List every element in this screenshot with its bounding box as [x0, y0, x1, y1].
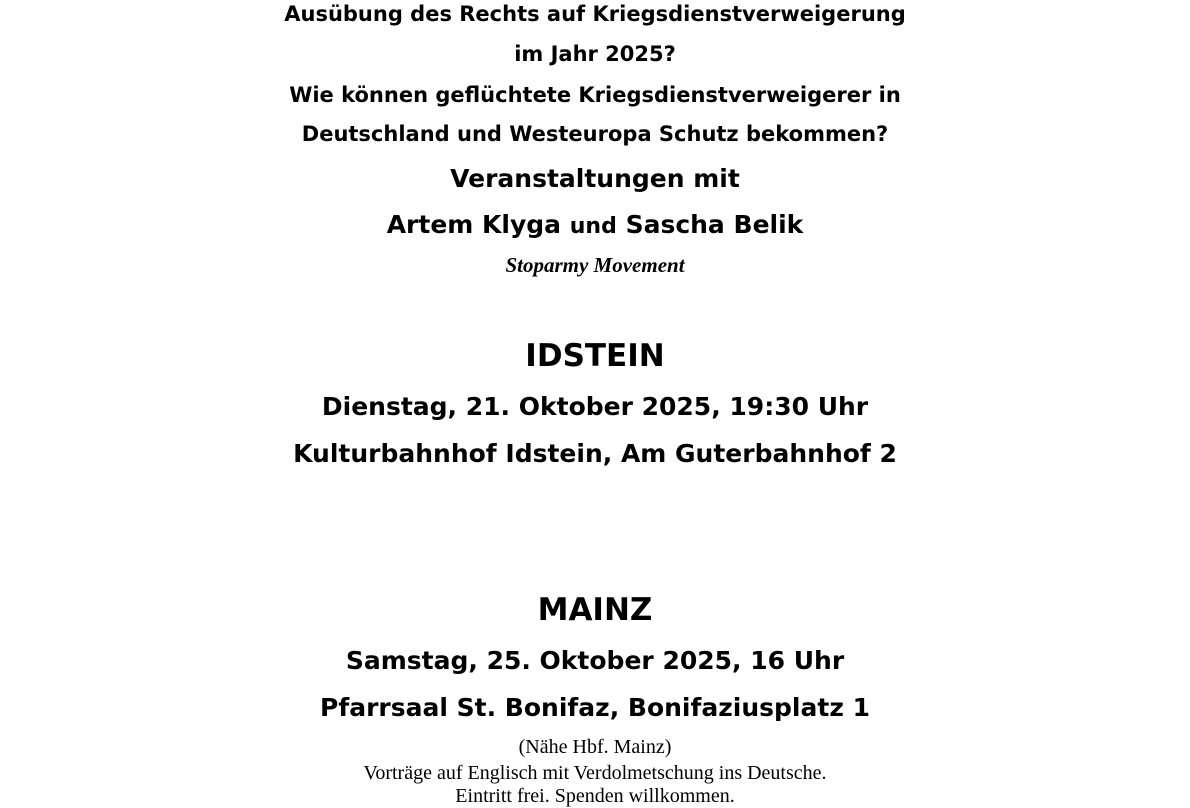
- event-venue-mainz: Pfarrsaal St. Bonifaz, Bonifaziusplatz 1: [320, 693, 870, 722]
- question-line-4: Deutschland und Westeuropa Schutz bekommen?: [301, 122, 889, 146]
- speaker-name-1: Artem Klyga: [386, 210, 562, 239]
- events-heading: Veranstaltungen mit: [450, 164, 740, 193]
- partial-footer-line: Eintritt frei. Spenden willkommen.: [455, 785, 735, 807]
- event-note-mainz: (Nähe Hbf. Mainz): [518, 736, 672, 758]
- event-datetime-mainz: Samstag, 25. Oktober 2025, 16 Uhr: [345, 646, 845, 675]
- organization-name: Stoparmy Movement: [505, 253, 685, 277]
- speaker-name-2: Sascha Belik: [625, 210, 804, 239]
- question-line-1: Ausübung des Rechts auf Kriegsdienstverweigerung: [284, 2, 906, 26]
- event-city-idstein: IDSTEIN: [525, 338, 665, 374]
- speaker-connector: und: [569, 214, 617, 239]
- language-note: Vorträge auf Englisch mit Verdolmetschung ins Deutsche.: [363, 762, 827, 784]
- question-line-2: im Jahr 2025?: [514, 42, 676, 66]
- event-datetime-idstein: Dienstag, 21. Oktober 2025, 19:30 Uhr: [321, 392, 869, 421]
- speakers-line: [0, 210, 1190, 239]
- event-city-mainz: MAINZ: [537, 592, 653, 628]
- event-venue-idstein: Kulturbahnhof Idstein, Am Guterbahnhof 2: [293, 439, 897, 468]
- question-line-3: Wie können geflüchtete Kriegsdienstverweigerer in: [289, 83, 901, 107]
